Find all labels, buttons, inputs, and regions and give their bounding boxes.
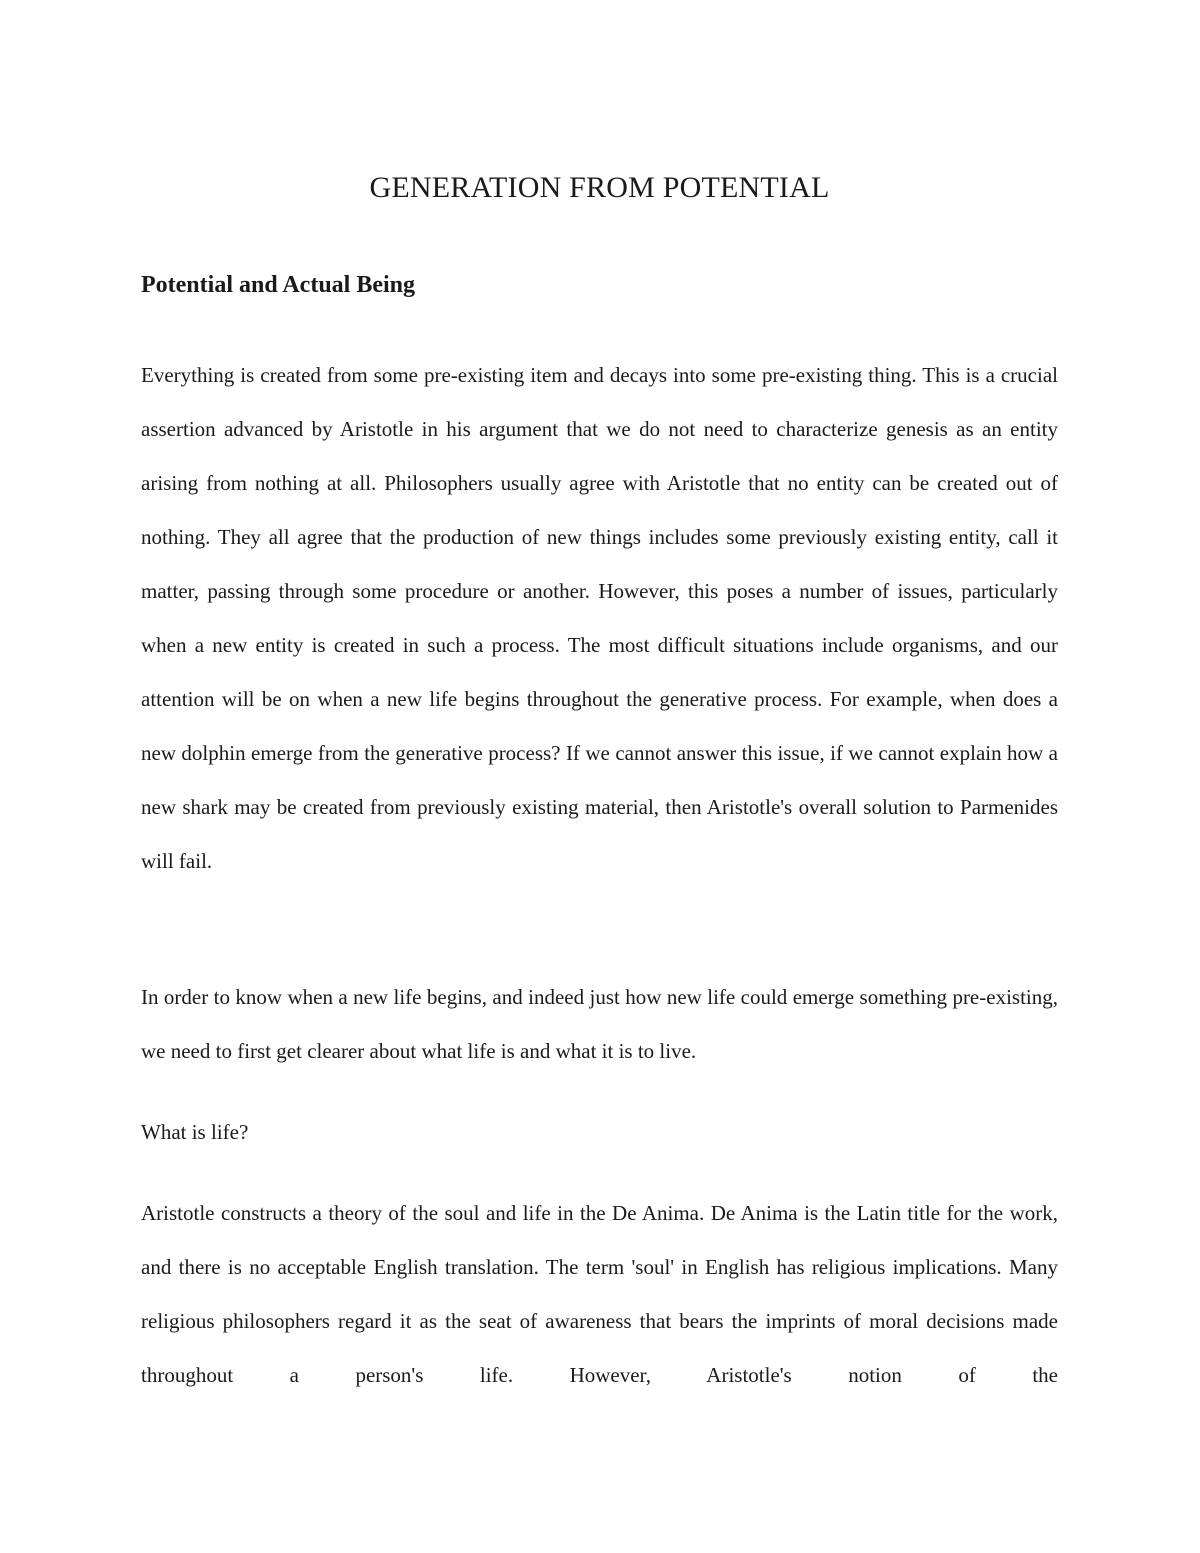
subheading-what-is-life: What is life? <box>141 1120 249 1144</box>
paragraph-when-new-life-begins: In order to know when a new life begins, and indeed just how new life could emerge something pre-existing, we need to first get clearer about what life is and what it is to live. <box>141 985 1058 1063</box>
document-title: GENERATION FROM POTENTIAL <box>369 171 830 204</box>
paragraph-potential-and-actual-being: Everything is created from some pre-existing item and decays into some pre-existing thing. This is a crucial assertion advanced by Aristotle in his argument that we do not need to characterize genesis as an entity arising from nothing at all. Philosophers usually agree with Aristotle that no entity can be created out of nothing. They all agree that the production of new things includes some previously existing entity, call it matter, passing through some procedure or another. However, this poses a number of issues, particularly when a new entity is created in such a process. The most difficult situations include organisms, and our attention will be on when a new life begins throughout the generative process. For example, when does a new dolphin emerge from the generative process? If we cannot answer this issue, if we cannot explain how a new shark may be created from previously existing material, then Aristotle's overall solution to Parmenides will fail. <box>141 363 1058 873</box>
section-heading: Potential and Actual Being <box>141 272 416 298</box>
paragraph-de-anima: Aristotle constructs a theory of the soul and life in the De Anima. De Anima is the Latin title for the work, and there is no acceptable English translation. The term 'soul' in English has religious implications. Many religious philosophers regard it as the seat of awareness that bears the imprints of moral decisions made throughout a person's life. However, Aristotle's notion of the <box>141 1201 1058 1387</box>
